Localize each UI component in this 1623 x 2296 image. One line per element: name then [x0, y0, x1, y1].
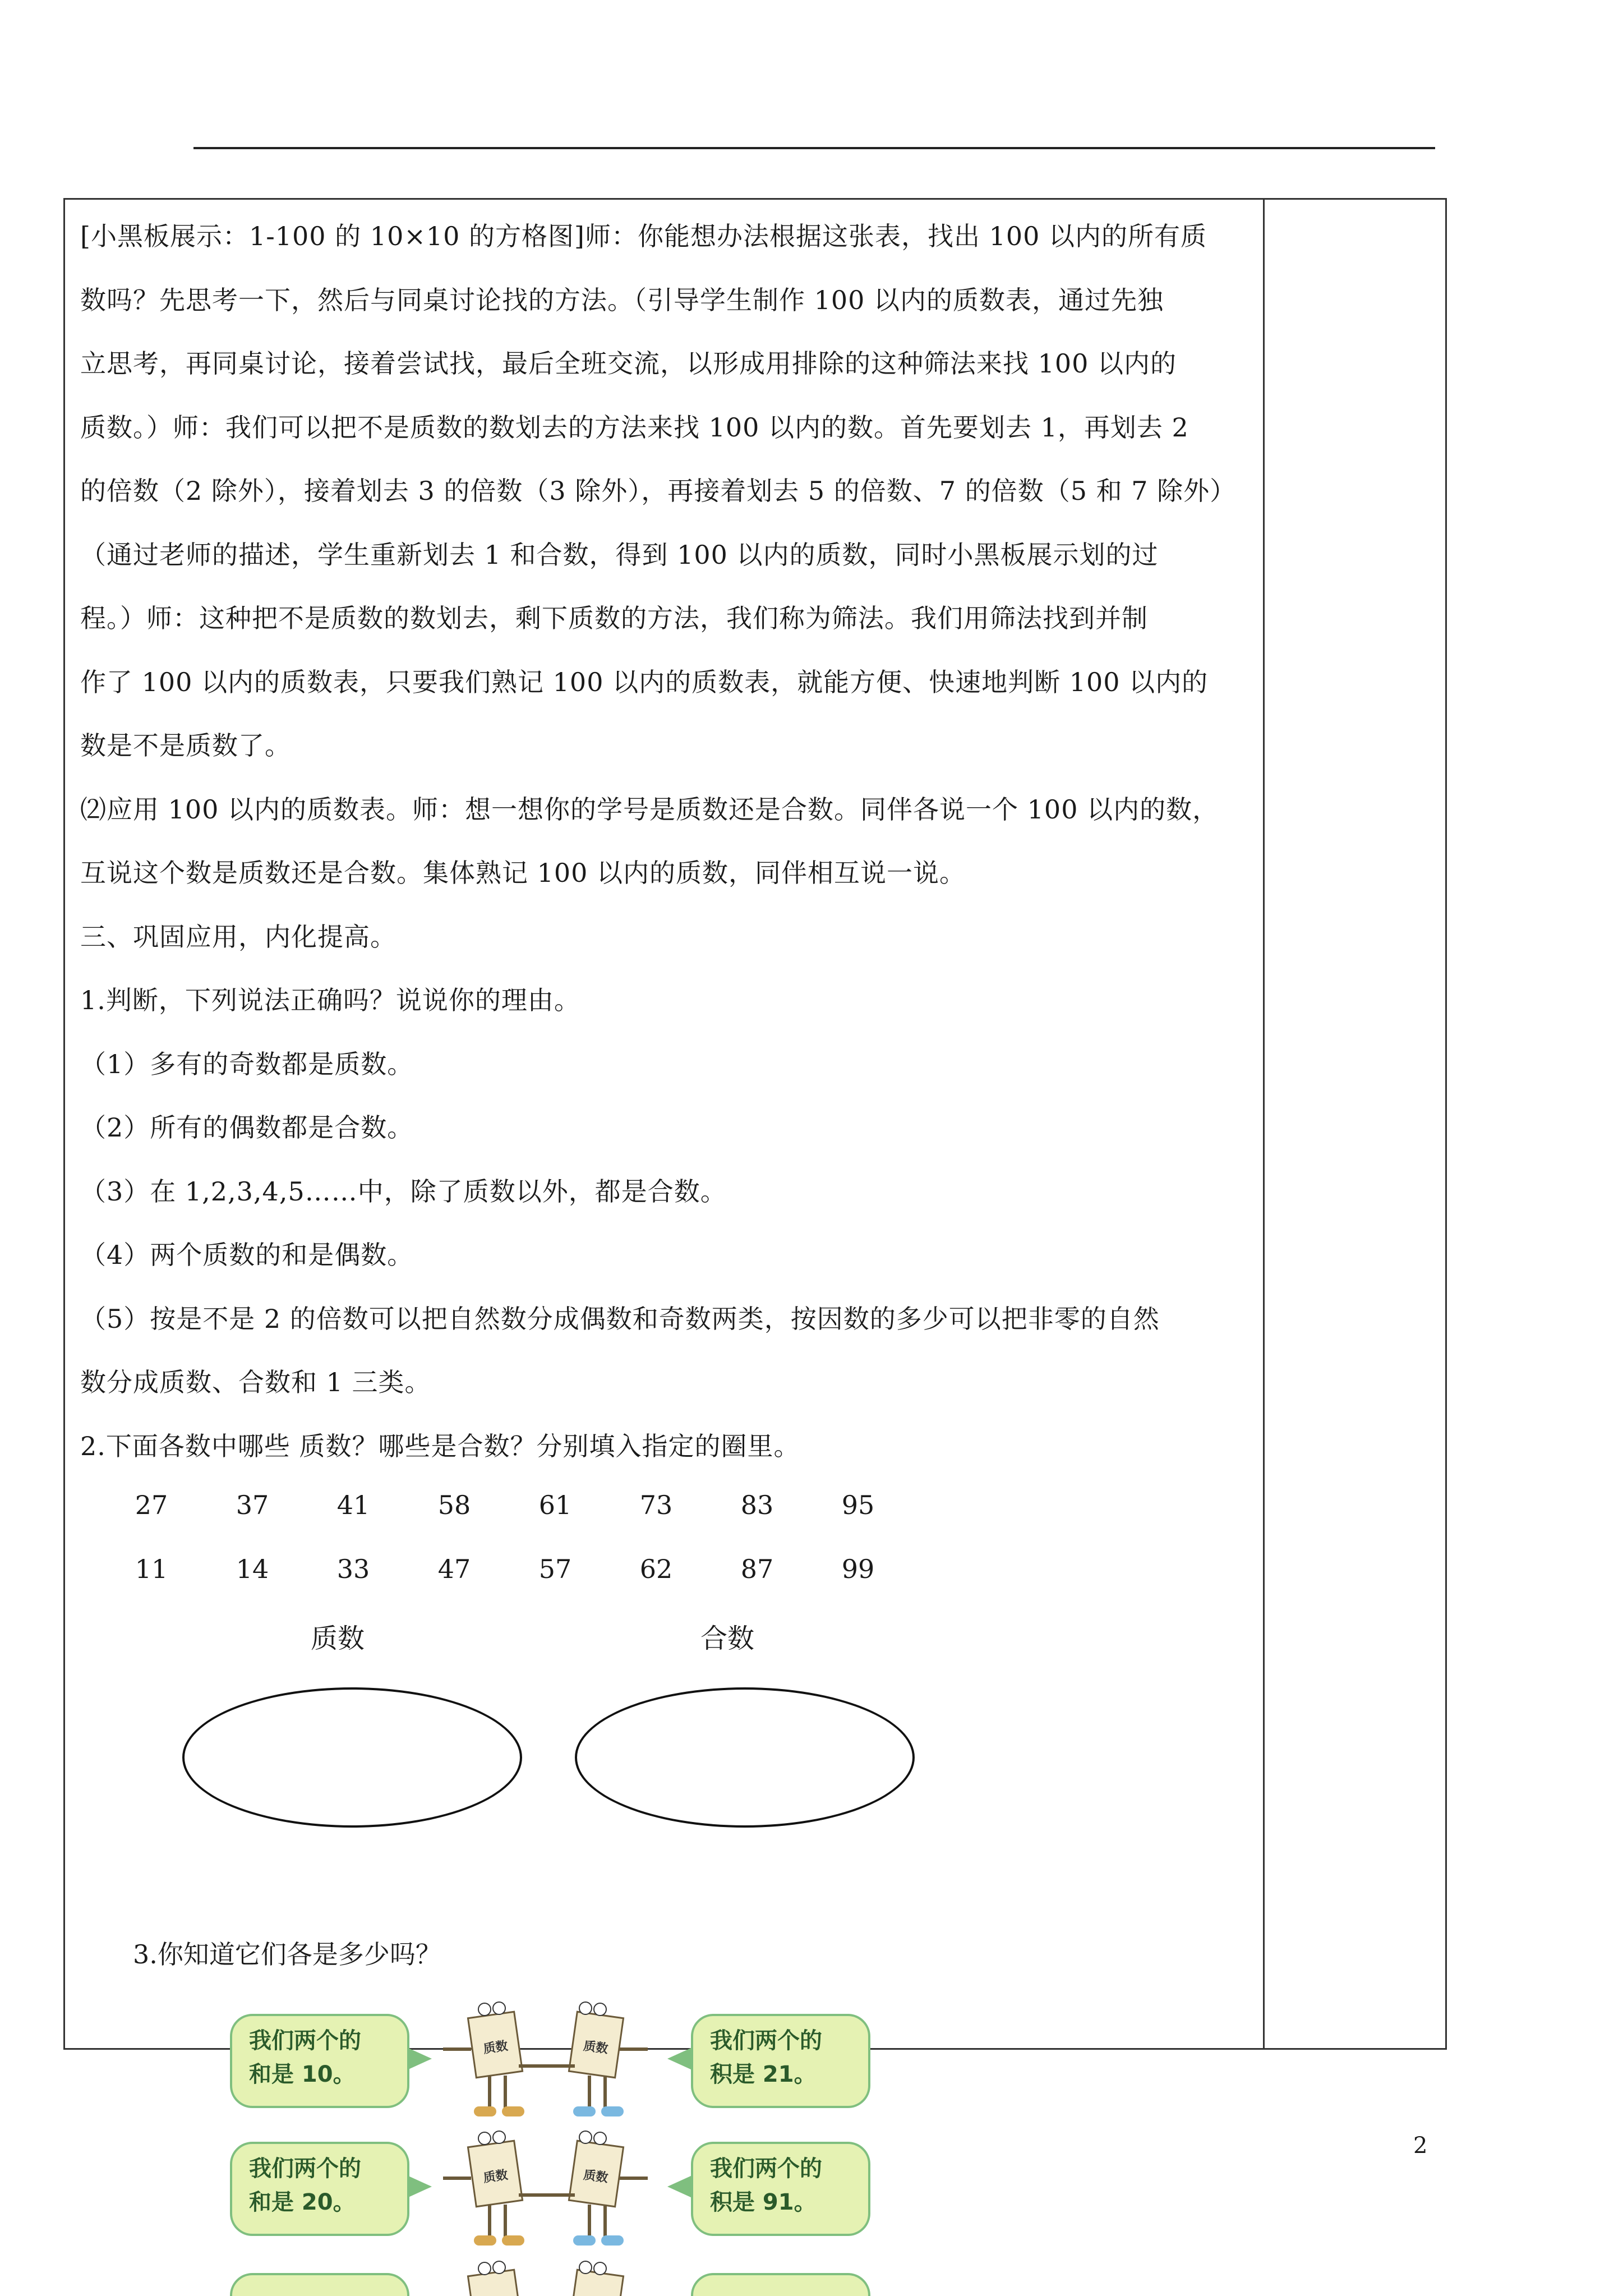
composite-circle-label: 合数: [700, 1623, 754, 1654]
prime-card-character: 质数: [467, 2011, 523, 2079]
text-line: 程。）师：这种把不是质数的数划去，剩下质数的方法，我们称为筛法。我们用筛法找到并制: [80, 603, 1148, 633]
text-line: 质数。）师：我们可以把不是质数的数划去的方法来找 100 以内的数。首先要划去 1，再划去 2: [80, 412, 1189, 443]
eye-icon: [593, 2132, 607, 2145]
number: 95: [841, 1490, 875, 1520]
bubble-line: 和是 20。: [249, 2189, 356, 2215]
arm: [552, 2064, 575, 2068]
bubble-line: 和是 10。: [249, 2062, 356, 2087]
bubble-tail: [667, 2047, 692, 2070]
header-rule: [193, 147, 1435, 149]
number: 47: [437, 1554, 471, 1584]
number: 73: [639, 1490, 673, 1520]
text-line: 立思考，再同桌讨论，接着尝试找，最后全班交流，以形成用排除的这种筛法来找 100 以内的: [80, 348, 1177, 379]
eye-icon: [492, 2001, 506, 2015]
prime-card-character: 质数: [467, 2140, 523, 2208]
text-line: （通过老师的描述，学生重新划去 1 和合数，得到 100 以内的质数，同时小黑板展示划的过: [80, 539, 1159, 570]
bubble-tail: [667, 2175, 692, 2198]
text-line: 互说这个数是质数还是合数。集体熟记 100 以内的质数，同伴相互说一说。: [80, 858, 966, 888]
text-line: 的倍数（2 除外），接着划去 3 的倍数（3 除外），再接着划去 5 的倍数、7 的倍数（5 和 7 除外）: [80, 476, 1237, 506]
arm: [620, 2177, 648, 2180]
statement-2: （2）所有的偶数都是合数。: [80, 1112, 414, 1143]
eye-icon: [492, 2131, 506, 2144]
leg: [588, 2205, 591, 2238]
statement-5-cont: 数分成质数、合数和 1 三类。: [80, 1367, 431, 1397]
eye-icon: [593, 2003, 607, 2016]
speech-bubble: [230, 2014, 409, 2108]
prime-circle-label: 质数: [310, 1623, 365, 1654]
arm: [620, 2047, 648, 2051]
shoe: [601, 2235, 624, 2246]
eye-icon: [579, 2131, 592, 2144]
number: 27: [135, 1490, 168, 1520]
text-line: ⑵应用 100 以内的质数表。师：想一想你的学号是质数还是合数。同伴各说一个 100 以内的数，: [80, 794, 1219, 825]
arm: [519, 2064, 552, 2068]
number: 58: [437, 1490, 471, 1520]
speech-bubble: [230, 2142, 409, 2236]
text-line: [小黑板展示：1-100 的 10×10 的方格图]师：你能想办法根据这张表，找出 100 以内的所有质: [80, 221, 1207, 251]
arm: [443, 2047, 471, 2051]
composite-answer-circle[interactable]: [575, 1687, 915, 1828]
eye-icon: [579, 2261, 592, 2274]
shoe: [502, 2235, 524, 2246]
number: 11: [135, 1554, 168, 1584]
leg: [504, 2076, 507, 2109]
bubble-tail: [407, 2175, 432, 2198]
number: 14: [236, 1554, 269, 1584]
prime-card-character: 质数: [568, 2140, 624, 2208]
bubble-line: 我们两个的: [710, 2028, 822, 2054]
arm: [552, 2193, 575, 2197]
section-heading: 三、巩固应用，内化提高。: [80, 921, 396, 952]
leg: [603, 2205, 607, 2238]
bubble-line: 积是 21。: [710, 2062, 817, 2087]
number: 99: [841, 1554, 875, 1584]
number: 83: [740, 1490, 774, 1520]
text-line: 数是不是质数了。: [80, 730, 291, 761]
lesson-body: [80, 205, 1258, 1478]
bubble-tail: [407, 2047, 432, 2070]
leg: [488, 2076, 491, 2109]
arm: [519, 2193, 552, 2197]
leg: [603, 2076, 607, 2109]
statement-5: （5）按是不是 2 的倍数可以把自然数分成偶数和奇数两类，按因数的多少可以把非零的自然: [80, 1303, 1160, 1334]
number: 33: [336, 1554, 370, 1584]
shoe: [474, 2235, 496, 2246]
speech-bubble: [691, 2014, 870, 2108]
shoe: [502, 2106, 524, 2116]
eye-icon: [492, 2261, 506, 2274]
number: 61: [538, 1490, 572, 1520]
eye-icon: [478, 2003, 491, 2016]
bubble-line: 积是 91。: [710, 2189, 817, 2215]
text-line: 作了 100 以内的质数表，只要我们熟记 100 以内的质数表，就能方便、快速地判断 100 以内的: [80, 666, 1209, 697]
question-3: 3.你知道它们各是多少吗？: [133, 1939, 441, 1970]
eye-icon: [593, 2262, 607, 2275]
leg: [588, 2076, 591, 2109]
bubble-line: 我们两个的: [249, 2028, 361, 2054]
eye-icon: [478, 2262, 491, 2275]
bubble-line: 我们两个的: [710, 2156, 822, 2182]
number: 41: [336, 1490, 370, 1520]
prime-card-character: 质数: [568, 2011, 624, 2079]
leg: [504, 2205, 507, 2238]
statement-1: （1）多有的奇数都是质数。: [80, 1048, 414, 1079]
shoe: [474, 2106, 496, 2116]
speech-bubble: [691, 2142, 870, 2236]
bubble-line: 我们两个的: [249, 2156, 361, 2182]
text-line: 数吗？先思考一下，然后与同桌讨论找的方法。（引导学生制作 100 以内的质数表，通过先独: [80, 284, 1164, 315]
statement-4: （4）两个质数的和是偶数。: [80, 1240, 414, 1270]
speech-bubble-partial: [230, 2273, 409, 2296]
eye-icon: [478, 2132, 491, 2145]
number: 87: [740, 1554, 774, 1584]
speech-bubble-partial: [691, 2273, 870, 2296]
leg: [488, 2205, 491, 2238]
eye-icon: [579, 2001, 592, 2015]
table-column-divider: [1263, 198, 1265, 2050]
number: 37: [236, 1490, 269, 1520]
number: 57: [538, 1554, 572, 1584]
numbers-row-1: [0, 1490, 1623, 1524]
question-1: 1.判断，下列说法正确吗？说说你的理由。: [80, 985, 580, 1015]
statement-3: （3）在 1,2,3,4,5……中，除了质数以外，都是合数。: [80, 1176, 727, 1207]
arm: [443, 2177, 471, 2180]
shoe: [573, 2235, 596, 2246]
prime-answer-circle[interactable]: [182, 1687, 522, 1828]
number: 62: [639, 1554, 673, 1584]
numbers-row-2: [0, 1554, 1623, 1588]
question-2: 2.下面各数中哪些 质数？哪些是合数？分别填入指定的圈里。: [80, 1430, 800, 1461]
shoe: [601, 2106, 624, 2116]
prime-cards-illustration: [224, 1997, 914, 2296]
shoe: [573, 2106, 596, 2116]
page-number: 2: [1413, 2133, 1428, 2159]
